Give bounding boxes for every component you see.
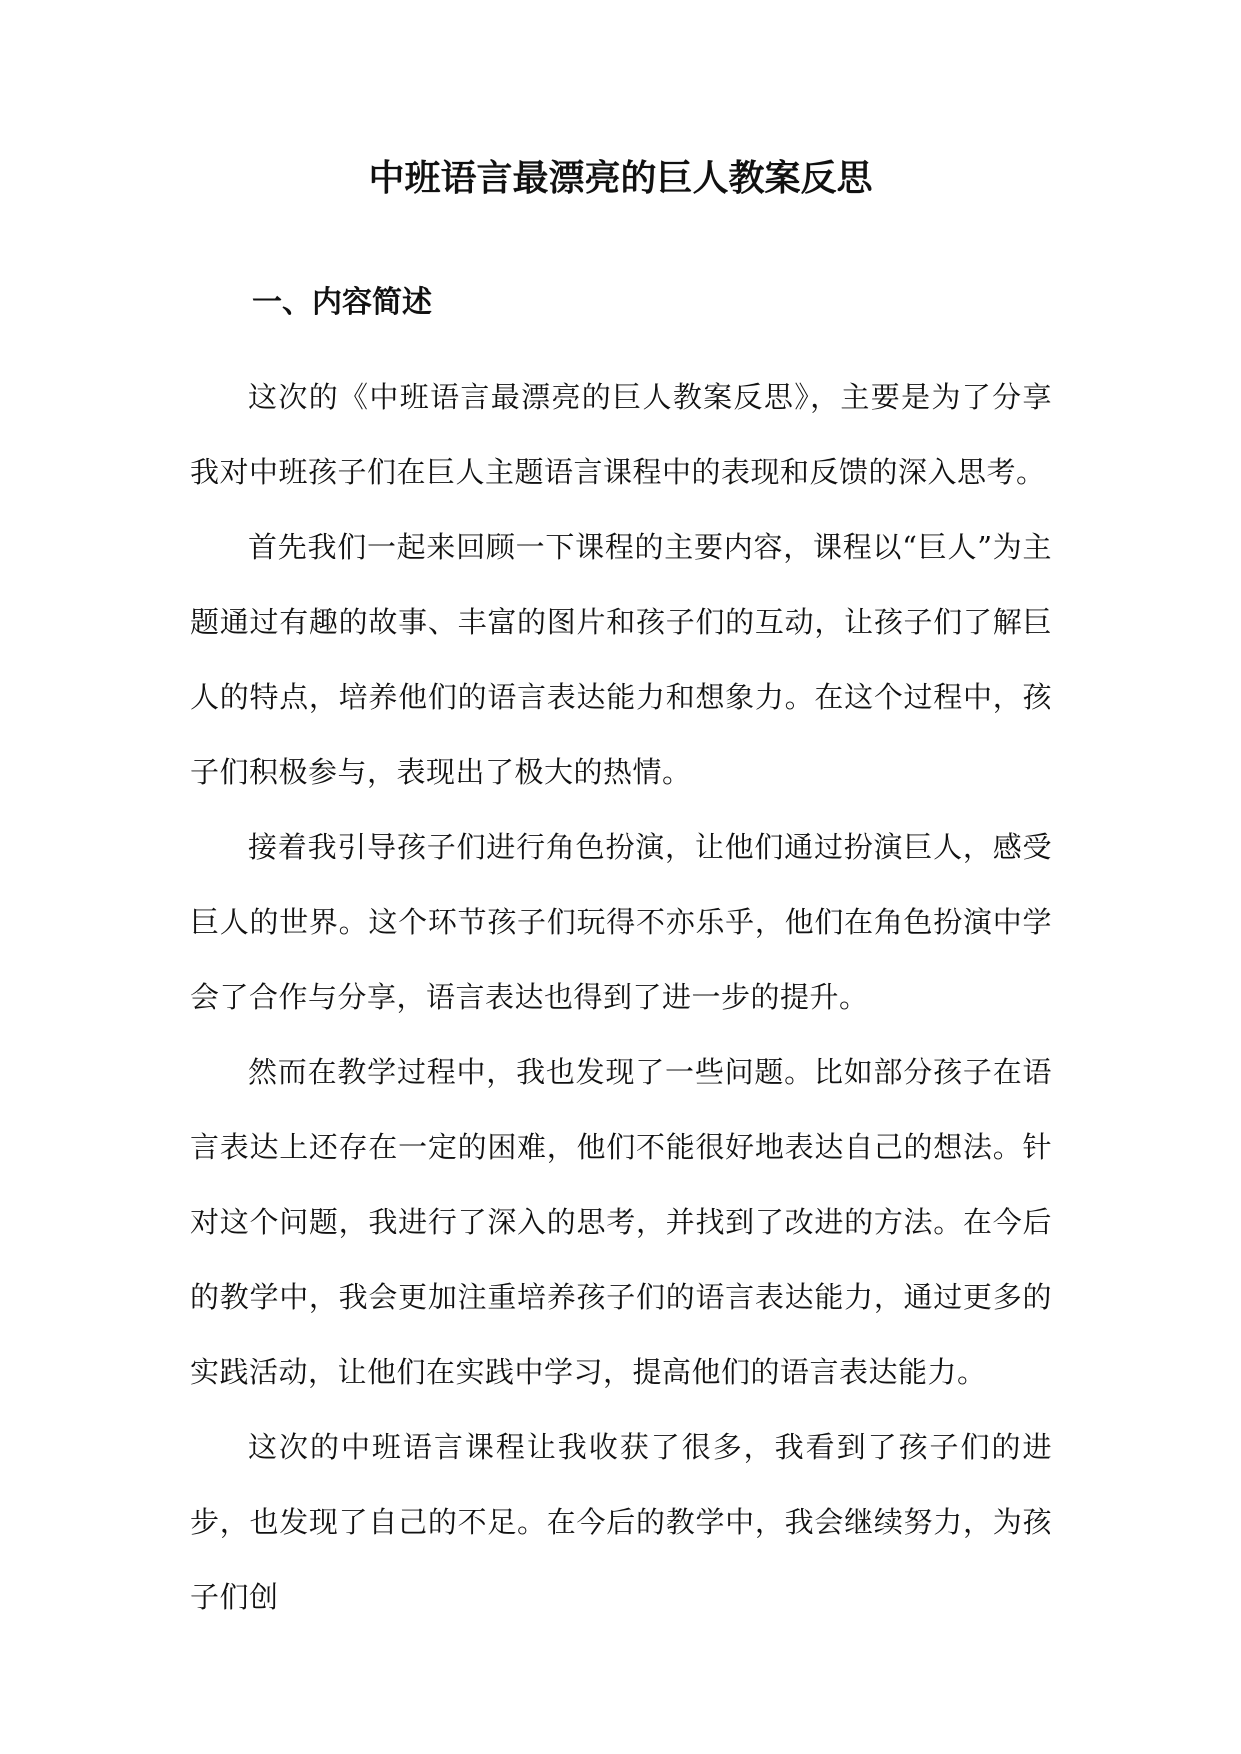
paragraph: 然而在教学过程中，我也发现了一些问题。比如部分孩子在语言表达上还存在一定的困难，他们不能很好地表达自己的想法。针对这个问题，我进行了深入的思考，并找到了改进的方法。在今后的教学中，我会更加注重培养孩子们的语言表达能力，通过更多的实践活动，让他们在实践中学习，提高他们的语言表达能力。 <box>190 1055 1052 1389</box>
document-body <box>190 360 1052 1635</box>
paragraph: 这次的中班语言课程让我收获了很多，我看到了孩子们的进步，也发现了自己的不足。在今后的教学中，我会继续努力，为孩子们创 <box>190 1430 1052 1614</box>
paragraph: 接着我引导孩子们进行角色扮演，让他们通过扮演巨人，感受巨人的世界。这个环节孩子们玩得不亦乐乎，他们在角色扮演中学会了合作与分享，语言表达也得到了进一步的提升。 <box>190 830 1052 1014</box>
paragraph: 首先我们一起来回顾一下课程的主要内容，课程以“巨人”为主题通过有趣的故事、丰富的图片和孩子们的互动，让孩子们了解巨人的特点，培养他们的语言表达能力和想象力。在这个过程中，孩子们积极参与，表现出了极大的热情。 <box>190 530 1052 789</box>
document-title: 中班语言最漂亮的巨人教案反思 <box>368 157 873 199</box>
paragraph: 这次的《中班语言最漂亮的巨人教案反思》，主要是为了分享我对中班孩子们在巨人主题语言课程中的表现和反馈的深入思考。 <box>190 380 1052 489</box>
section-heading: 一、内容简述 <box>252 285 432 320</box>
